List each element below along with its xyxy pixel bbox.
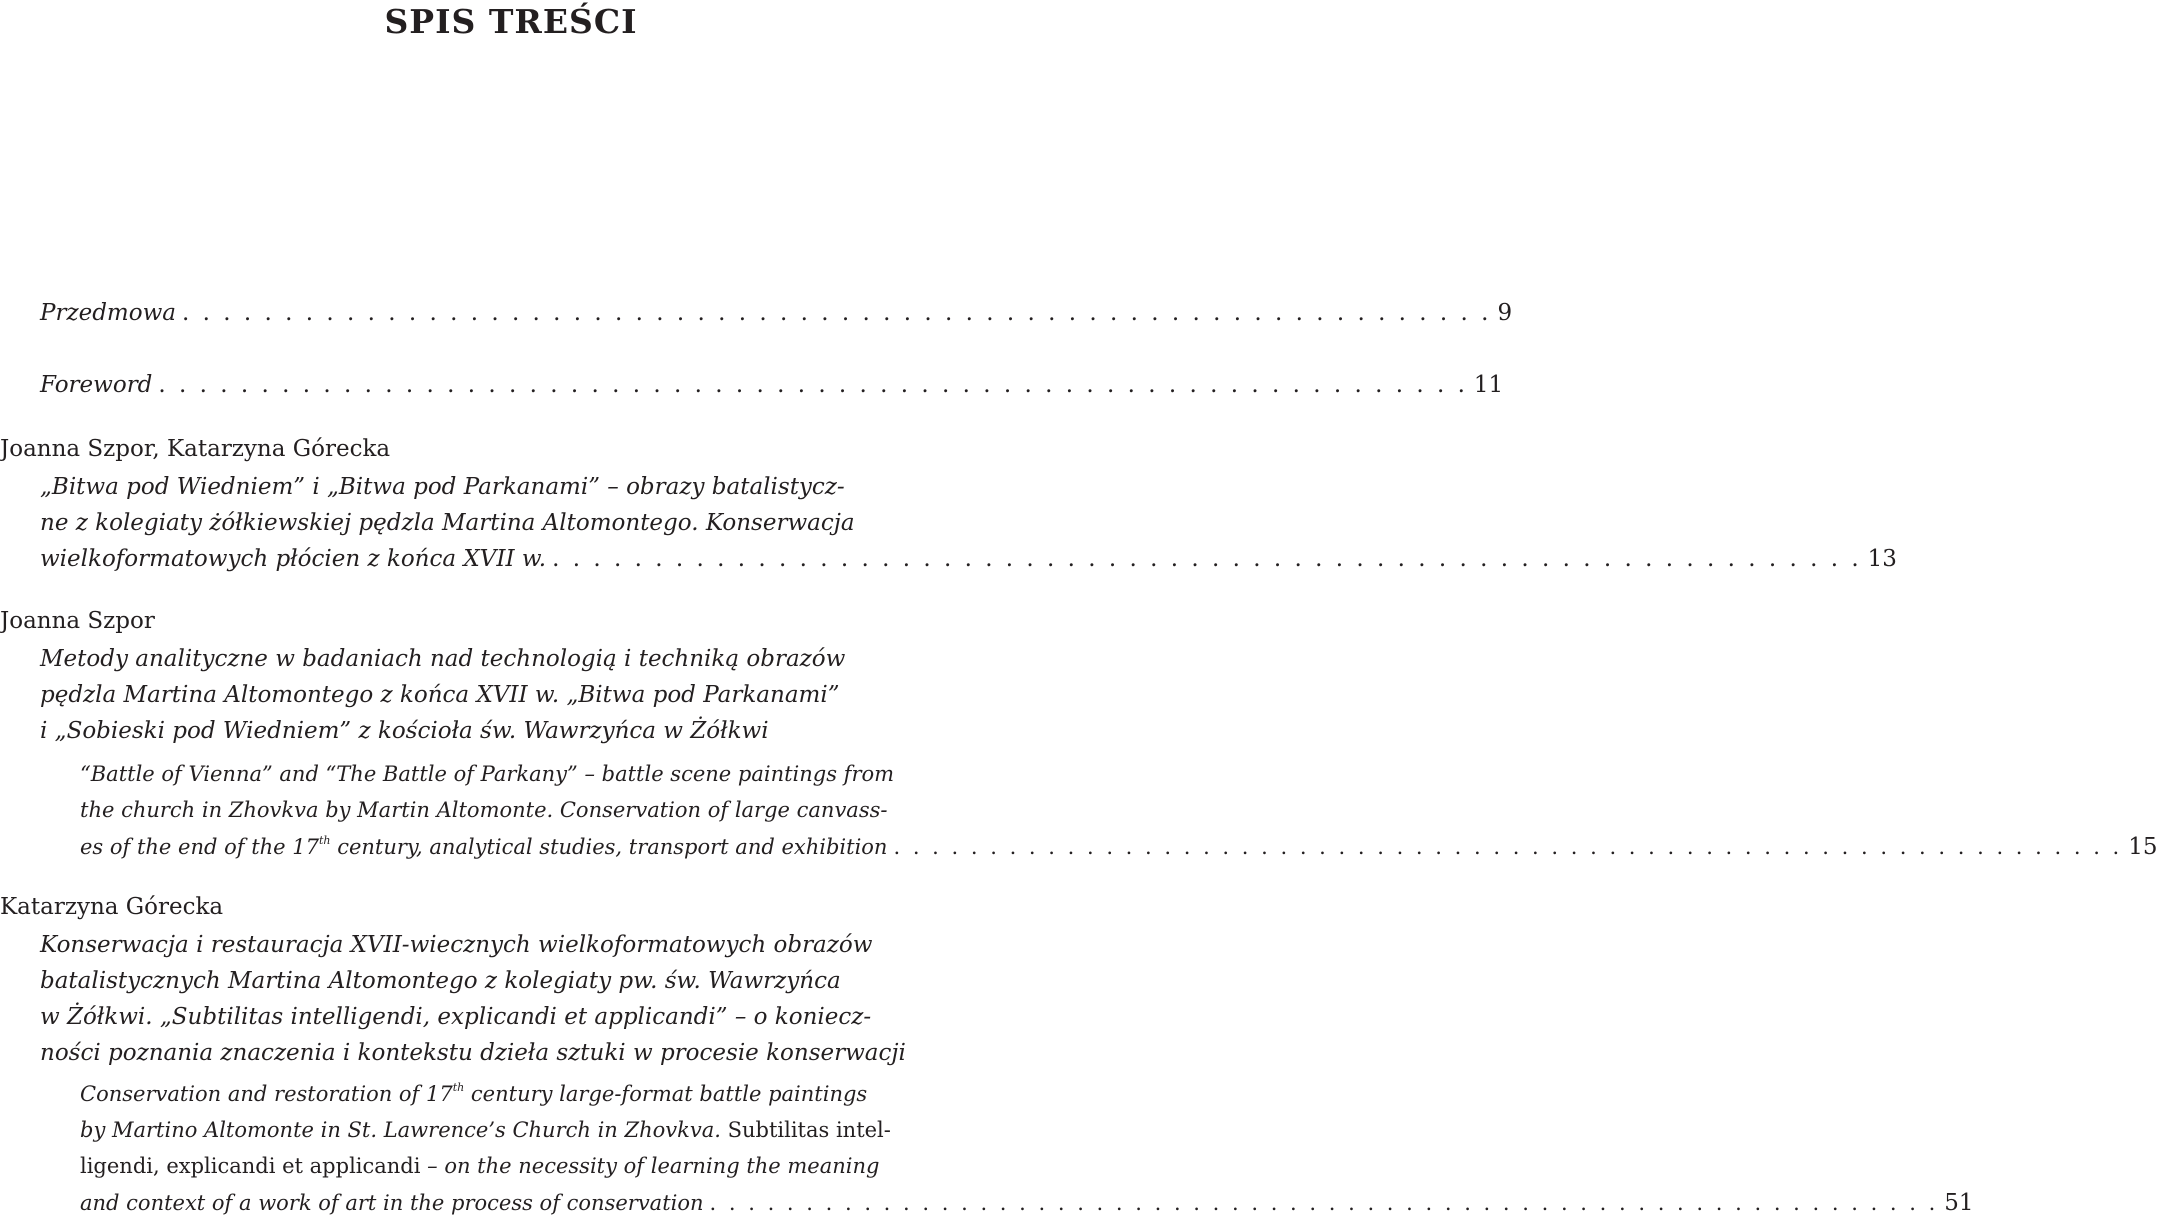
toc-english-line: Conservation and restoration of 17th century large-format battle paintings (80, 1081, 868, 1106)
toc-entry-foreword[interactable] (40, 372, 1504, 398)
toc-entry-title: Przedmowa (40, 300, 176, 326)
toc-entry-line: „Bitwa pod Wiedniem” i „Bitwa pod Parkanami” – obrazy batalistycz- (40, 474, 845, 500)
toc-entry-line: i „Sobieski pod Wiedniem” z kościoła św. Wawrzyńca w Żółkwi (40, 718, 769, 744)
toc-english-line: “Battle of Vienna” and “The Battle of Parkany” – battle scene paintings from (80, 762, 895, 786)
toc-english-line: by Martino Altomonte in St. Lawrence’s Church in Zhovkva. Subtilitas intel- (80, 1118, 891, 1142)
toc-english-line: ligendi, explicandi et applicandi – on the necessity of learning the meaning (80, 1154, 880, 1178)
dot-leader: . . . . . . . . . . . . . . . . . . . . . . . . . . . . . . . . . . . . . . . . . . . . . . . . . . . . . . . . . . . . . . . . (181, 300, 1492, 326)
dot-leader: . . . . . . . . . . . . . . . . . . . . . . . . . . . . . . . . . . . . . . . . . . . . . . . . . . . . . . . . . . . . . . . . (709, 1191, 1939, 1215)
dot-leader: . . . . . . . . . . . . . . . . . . . . . . . . . . . . . . . . . . . . . . . . . . . . . . . . . . . . . . . . . . . . . . . . (552, 546, 1862, 572)
toc-page-number: 51 (1944, 1190, 1974, 1216)
toc-entry-last-line[interactable] (40, 546, 1897, 572)
toc-entry-przedmowa[interactable] (40, 300, 1513, 326)
toc-page-number: 11 (1473, 372, 1504, 398)
page-title: SPIS TREŚCI (384, 2, 638, 41)
toc-entry-last-line[interactable] (80, 834, 2158, 860)
toc-english-line: and context of a work of art in the process of conservation (80, 1191, 704, 1215)
toc-page-number: 15 (2128, 834, 2158, 860)
toc-entry-last-line[interactable] (80, 1190, 1974, 1216)
dot-leader: . . . . . . . . . . . . . . . . . . . . . . . . . . . . . . . . . . . . . . . . . . . . . . . . . . . . . . . . . . . . . . . . (893, 835, 2123, 859)
toc-author: Joanna Szpor (0, 608, 155, 634)
toc-page-number: 13 (1867, 546, 1897, 572)
toc-entry-line: ności poznania znaczenia i kontekstu dzieła sztuki w procesie konserwacji (40, 1040, 906, 1066)
toc-entry-line: batalistycznych Martina Altomontego z kolegiaty pw. św. Wawrzyńca (40, 968, 841, 994)
toc-entry-line: w Żółkwi. „Subtilitas intelligendi, explicandi et applicandi” – o koniecz- (40, 1004, 872, 1030)
toc-english-line: the church in Zhovkva by Martin Altomonte. Conservation of large canvass- (80, 798, 888, 822)
toc-entry-line: Konserwacja i restauracja XVII-wiecznych wielkoformatowych obrazów (40, 932, 873, 958)
toc-entry-line: ne z kolegiaty żółkiewskiej pędzla Martina Altomontego. Konserwacja (40, 510, 855, 536)
toc-entry-line: Metody analityczne w badaniach nad technologią i techniką obrazów (40, 646, 846, 672)
toc-entry-title: Foreword (40, 372, 153, 398)
toc-entry-line: pędzla Martina Altomontego z końca XVII w. „Bitwa pod Parkanami” (40, 682, 840, 708)
toc-entry-line: wielkoformatowych płócien z końca XVII w. (40, 546, 547, 572)
dot-leader: . . . . . . . . . . . . . . . . . . . . . . . . . . . . . . . . . . . . . . . . . . . . . . . . . . . . . . . . . . . . . . . . (158, 372, 1468, 398)
toc-author: Joanna Szpor, Katarzyna Górecka (0, 436, 391, 462)
toc-english-line: es of the end of the 17th century, analytical studies, transport and exhibition (80, 834, 888, 859)
toc-author: Katarzyna Górecka (0, 894, 224, 920)
toc-page-number: 9 (1497, 300, 1513, 326)
